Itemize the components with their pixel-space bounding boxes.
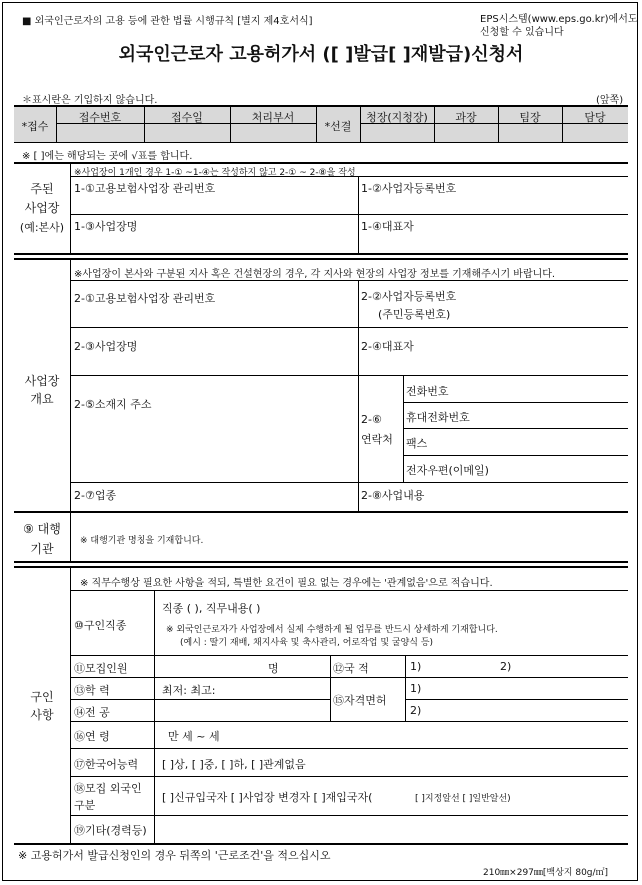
other-label: ⑲기타(경력등) [74,824,147,837]
license-2[interactable]: 2) [410,704,422,717]
processing-dept-label: 처리부서 [251,111,295,124]
job-type-label: ⑩구인직종 [74,619,127,632]
reception-date-input[interactable] [145,124,229,141]
reception-label: *접수 [21,120,49,133]
job-type-note-1: ※ 외국인근로자가 사업장에서 실제 수행하게 될 업무를 반드시 상세하게 기재합니다. [166,625,498,635]
front-page-label: (앞쪽) [596,95,624,106]
footer-note: ※ 고용허가서 발급신청인의 경우 뒤쪽의 '근로조건'을 적으십시오 [18,849,331,862]
recruit-count-input[interactable] [156,657,264,675]
main-site-field-4[interactable]: 1-④대표자 [361,220,414,233]
eps-note-line2: 신청할 수 있습니다 [480,27,564,38]
main-site-label-3: (예:본사) [19,221,65,234]
education-input[interactable]: 최저: 최고: [162,684,216,697]
site-label-1: 사업장 [24,374,60,388]
license-1[interactable]: 1) [410,682,422,695]
main-site-label-1: 주된 [30,182,54,196]
age-label: ⑯연 령 [74,730,110,743]
processing-dept-input[interactable] [231,124,315,141]
person-in-charge-label: 담당 [584,111,606,124]
site-field-6-label: 2-⑥ [361,413,382,426]
site-label-2: 개요 [30,392,54,406]
agency-label-1: ⑨ 대행 [23,522,61,536]
site-field-2-sub: (주민등록번호) [378,308,451,321]
agency-label-2: 기관 [30,542,54,556]
team-leader-label: 팀장 [519,111,541,124]
director-label: 청장(지청장) [366,111,428,124]
foreigner-type-options[interactable]: [ ]신규입국자 [ ]사업장 변경자 [ ]재입국자( [162,791,373,804]
nationality-label: ⑫국 적 [333,662,369,675]
major-label: ⑭전 공 [74,706,110,719]
approval-label: *선결 [324,120,352,133]
nationality-1[interactable]: 1) [410,660,422,673]
nationality-2[interactable]: 2) [500,660,512,673]
job-label-2: 사항 [30,708,54,722]
site-field-3[interactable]: 2-③사업장명 [74,340,138,353]
korean-level-options[interactable]: [ ]상, [ ]중, [ ]하, [ ]관계없음 [162,758,306,771]
section-chief-label: 과장 [455,111,477,124]
email-field[interactable]: 전자우편(이메일) [406,464,489,477]
korean-level-label: ⑰한국어능력 [74,758,139,771]
site-field-4[interactable]: 2-④대표자 [361,340,414,353]
site-note: ※사업장이 본사와 구분된 지사 혹은 건설현장의 경우, 각 지사와 현장의 사업장 정보를 기재해주시기 바랍니다. [74,269,556,280]
rule-reference: ■ 외국인근로자의 고용 등에 관한 법률 시행규칙 [별지 제4호서식] [22,16,313,27]
phone-field[interactable]: 전화번호 [406,385,449,398]
paper-spec: 210㎜×297㎜[백상지 80g/㎡] [483,868,609,878]
education-label: ⑬학 력 [74,684,110,697]
age-input[interactable]: 만 세 ~ 세 [168,730,220,743]
recruit-count-label: ⑪모집인원 [74,662,128,675]
check-note: ※ [ ]에는 해당되는 곳에 √표를 합니다. [22,151,193,162]
form-title: 외국인근로자 고용허가서 ([ ]발급[ ]재발급)신청서 [118,44,524,65]
reception-number-input[interactable] [57,124,143,141]
site-field-5[interactable]: 2-⑤소재지 주소 [74,398,152,411]
office-note: ＊표시란은 기입하지 않습니다. [22,95,158,106]
job-note: ※ 직무수행상 필요한 사항을 적되, 특별한 요건이 필요 없는 경우에는 '관계없음'으로 적습니다. [80,578,493,589]
reception-number-label: 접수번호 [78,111,122,124]
site-field-7[interactable]: 2-⑦업종 [74,489,117,502]
site-field-2[interactable]: 2-②사업자등록번호 [361,290,457,303]
main-site-label-2: 사업장 [24,201,60,215]
job-type-note-2: (예시 : 딸기 재배, 채지사육 및 축사관리, 어로작업 및 굴양식 등) [180,638,434,648]
foreigner-type-options-2[interactable]: [ ]지정알선 [ ]일반알선) [415,794,511,804]
site-field-1[interactable]: 2-①고용보험사업장 관리번호 [74,292,216,305]
foreigner-type-label-2: 구분 [74,799,96,812]
fax-field[interactable]: 팩스 [406,437,428,450]
main-site-field-2[interactable]: 1-②사업자등록번호 [361,182,457,195]
main-site-note: ※사업장이 1개인 경우 1-① ~1-④는 작성하지 않고 2-① ~ 2-⑧을 작성 [74,168,356,178]
eps-note-line1: EPS시스템(www.eps.go.kr)에서도 [480,14,638,25]
other-input[interactable] [156,817,626,841]
job-type-input[interactable]: 직종 ( ), 직무내용( ) [162,602,261,615]
mobile-field[interactable]: 휴대전화번호 [406,411,470,424]
major-input[interactable] [156,701,328,719]
site-field-8[interactable]: 2-⑧사업내용 [361,489,425,502]
recruit-count-unit: 명 [268,662,279,675]
main-site-field-1[interactable]: 1-①고용보험사업장 관리번호 [74,182,216,195]
reception-date-label: 접수일 [171,111,203,124]
job-label-1: 구인 [30,690,54,704]
license-label: ⑮자격면허 [333,694,387,707]
foreigner-type-label: ⑱모집 외국인 [74,782,142,795]
main-site-field-3[interactable]: 1-③사업장명 [74,220,138,233]
site-field-6-label-2: 연락처 [361,433,393,446]
agency-note: ※ 대행기관 명칭을 기재합니다. [80,536,204,546]
